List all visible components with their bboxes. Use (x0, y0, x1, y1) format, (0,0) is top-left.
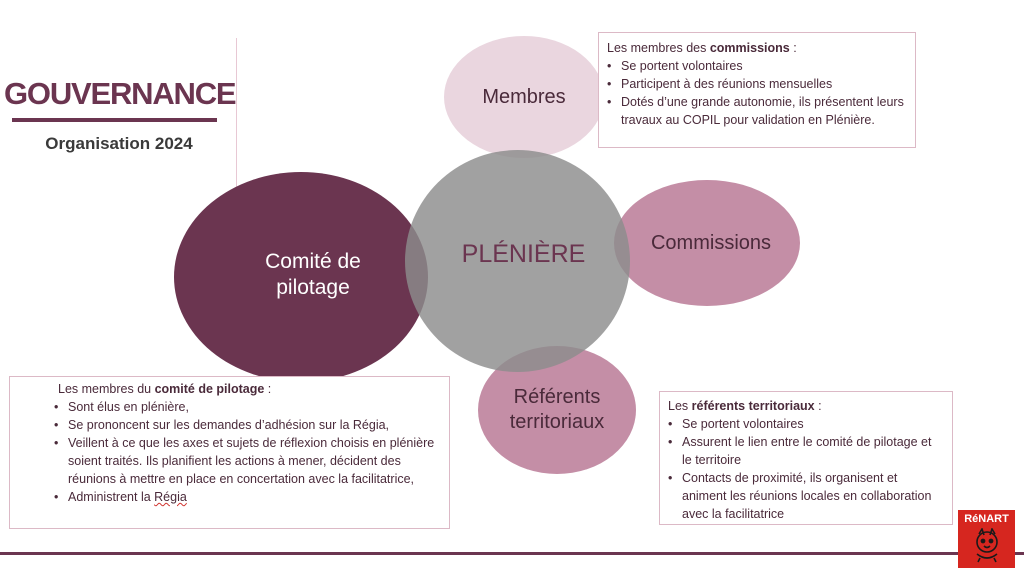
list-item: • Se portent volontaires (607, 57, 907, 75)
circle-comite-pilotage (174, 172, 428, 382)
page-subtitle: Organisation 2024 (45, 134, 193, 153)
list-item: • Administrent la Régia (54, 488, 439, 506)
title-underline (12, 118, 217, 122)
comite-description-box (9, 376, 450, 529)
list-item: • Dotés d’une grande autonomie, ils présentent leurs travaux au COPIL pour validation en Plénière. (607, 93, 907, 129)
comite-list (54, 398, 439, 506)
list-item: • Participent à des réunions mensuelles (607, 75, 907, 93)
referents-description-box (659, 391, 953, 525)
pleniere-label: PLÉNIÈRE (461, 240, 586, 269)
circle-pleniere (405, 150, 630, 372)
divider-line (236, 38, 237, 198)
list-item: • Sont élus en plénière, (54, 398, 439, 416)
comite-label (265, 249, 361, 302)
referents-list (668, 415, 944, 523)
commissions-list (607, 57, 907, 129)
list-item: • Veillent à ce que les axes et sujets de réflexion choisis en plénière soient traités. Ils planifient les actions à mener, décident des réunions à mettre en place en concertation avec la facilitatrice, (54, 434, 439, 488)
comite-label-line2: pilotage (276, 276, 350, 299)
page-title: GOUVERNANCE (4, 76, 236, 111)
comite-label-line1: Comité de (265, 249, 361, 273)
list-item: • Contacts de proximité, ils organisent et animent les réunions locales en collaboration avec la facilitatrice (668, 469, 944, 523)
commissions-label: Commissions (650, 231, 772, 254)
referents-label-line2: territoriaux (509, 411, 605, 433)
comite-intro: Les membres du comité de pilotage : (58, 382, 272, 396)
logo-text: RéNART (964, 513, 1009, 525)
referents-intro: Les référents territoriaux : (668, 399, 822, 413)
referents-label (510, 385, 604, 435)
circle-commissions (614, 180, 800, 306)
commissions-intro: Les membres des commissions : (607, 41, 797, 55)
list-item: • Se portent volontaires (668, 415, 944, 433)
list-item: • Se prononcent sur les demandes d’adhésion sur la Régia, (54, 416, 439, 434)
circle-membres (444, 36, 604, 158)
commissions-description-box (598, 32, 916, 148)
membres-label: Membres (482, 85, 566, 108)
renart-logo (958, 510, 1015, 568)
list-item: • Assurent le lien entre le comité de pilotage et le territoire (668, 433, 944, 469)
bottom-bar (0, 552, 1024, 555)
referents-label-line1: Référents (513, 386, 601, 408)
fox-emblem-icon (971, 528, 1003, 564)
